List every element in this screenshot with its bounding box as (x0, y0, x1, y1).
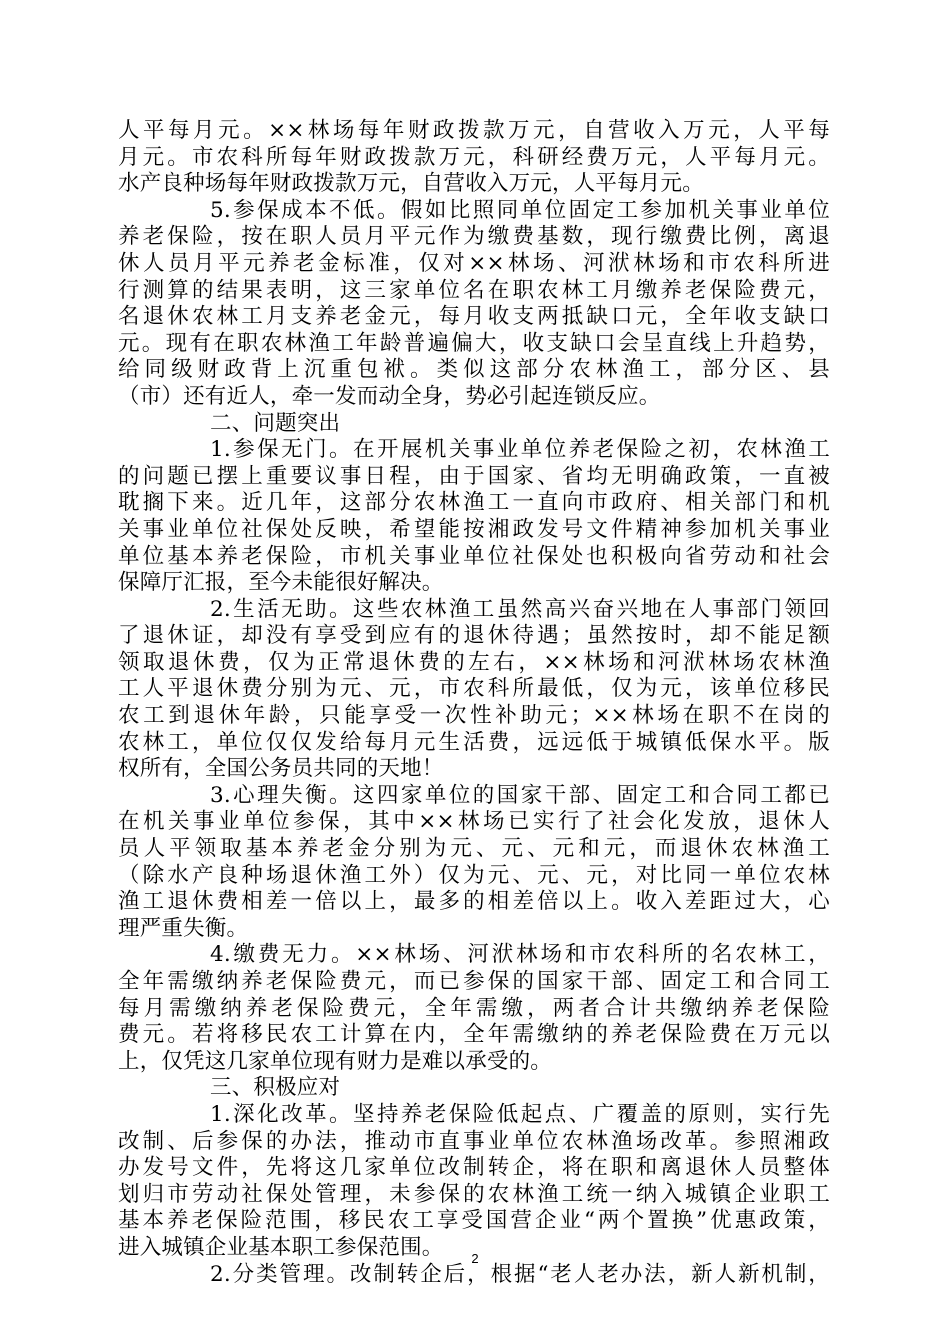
paragraph-start-line: 2.生活无助。这些农林渔工虽然高兴奋兴地在人事部门领回 (210, 596, 830, 622)
text-line: 员人平领取基本养老金分别为元、元、元和元，而退休农林渔工 (118, 836, 830, 862)
paragraph-start-line: 2.分类管理。改制转企后，根据“老人老办法，新人新机制， (210, 1261, 830, 1287)
section-heading: 二、问题突出 (210, 410, 341, 436)
text-line: 单位基本养老保险，市机关事业单位社保处也积极向省劳动和社会 (118, 543, 830, 569)
text-line: 工人平退休费分别为元、元，市农科所最低，仅为元，该单位移民 (118, 676, 830, 702)
text-line: 上，仅凭这几家单位现有财力是难以承受的。 (118, 1048, 553, 1074)
document-body (118, 118, 830, 1288)
text-line: 行测算的结果表明，这三家单位名在职农林工月缴养老保险费元， (118, 277, 830, 303)
text-line: 保障厅汇报，至今未能很好解决。 (118, 570, 444, 596)
text-line: 理严重失衡。 (118, 915, 249, 941)
text-line: 农工到退休年龄，只能享受一次性补助元；××林场在职不在岗的 (118, 703, 830, 729)
text-line: 人平每月元。××林场每年财政拨款万元，自营收入万元，人平每 (118, 118, 830, 143)
text-line: 进入城镇企业基本职工参保范围。 (118, 1234, 444, 1260)
text-line: 名退休农林工月支养老金元，每月收支两抵缺口元，全年收支缺口 (118, 304, 830, 330)
text-line: 关事业单位社保处反映，希望能按湘政发号文件精神参加机关事业 (118, 516, 830, 542)
text-line: 在机关事业单位参保，其中××林场已实行了社会化发放，退休人 (118, 809, 830, 835)
text-line: 划归市劳动社保处管理，未参保的农林渔工统一纳入城镇企业职工 (118, 1181, 830, 1207)
text-line: （除水产良种场退休渔工外）仅为元、元、元，对比同一单位农林 (118, 862, 830, 888)
text-line: 办发号文件，先将这几家单位改制转企，将在职和离退休人员整体 (118, 1155, 830, 1181)
text-line: 权所有，全国公务员共同的天地！ (118, 756, 444, 782)
text-line: 耽搁下来。近几年，这部分农林渔工一直向市政府、相关部门和机 (118, 490, 830, 516)
section-heading: 三、积极应对 (210, 1075, 341, 1101)
text-line: 领取退休费，仅为正常退休费的左右，××林场和河洑林场农林渔 (118, 649, 830, 675)
paragraph-start-line: 4.缴费无力。××林场、河洑林场和市农科所的名农林工， (210, 942, 830, 968)
text-line: 的问题已摆上重要议事日程，由于国家、省均无明确政策，一直被 (118, 463, 830, 489)
paragraph-start-line: 5.参保成本不低。假如比照同单位固定工参加机关事业单位 (210, 197, 830, 223)
text-line: 全年需缴纳养老保险费元，而已参保的国家干部、固定工和合同工 (118, 969, 830, 994)
text-line: 月元。市农科所每年财政拨款万元，科研经费万元，人平每月元。 (118, 144, 830, 170)
text-line: 养老保险，按在职人员月平元作为缴费基数，现行缴费比例，离退 (118, 224, 830, 250)
text-line: （市）还有近人，牵一发而动全身，势必引起连锁反应。 (118, 383, 661, 409)
text-line: 基本养老保险范围，移民农工享受国营企业“两个置换”优惠政策， (118, 1208, 830, 1234)
text-line: 休人员月平元养老金标准，仅对××林场、河洑林场和市农科所进 (118, 250, 830, 276)
paragraph-start-line: 1.深化改革。坚持养老保险低起点、广覆盖的原则，实行先 (210, 1101, 830, 1127)
text-line: 渔工退休费相差一倍以上，最多的相差倍以上。收入差距过大，心 (118, 889, 830, 915)
paragraph-start-line: 3.心理失衡。这四家单位的国家干部、固定工和合同工都已 (210, 782, 830, 808)
text-line: 给同级财政背上沉重包袱。类似这部分农林渔工，部分区、县 (118, 357, 830, 383)
text-line: 水产良种场每年财政拨款万元，自营收入万元，人平每月元。 (118, 171, 704, 197)
text-line: 元。现有在职农林渔工年龄普遍偏大，收支缺口会呈直线上升趋势， (118, 330, 830, 356)
text-line: 改制、后参保的办法，推动市直事业单位农林渔场改革。参照湘政 (118, 1128, 830, 1154)
page-number: 2 (471, 1251, 479, 1266)
text-line: 了退休证，却没有享受到应有的退休待遇；虽然按时，却不能足额 (118, 623, 830, 649)
text-line: 每月需缴纳养老保险费元，全年需缴，两者合计共缴纳养老保险 (118, 995, 830, 1021)
paragraph-start-line: 1.参保无门。在开展机关事业单位养老保险之初，农林渔工 (210, 437, 830, 463)
text-line: 费元。若将移民农工计算在内，全年需缴纳的养老保险费在万元以 (118, 1022, 830, 1048)
text-line: 农林工，单位仅仅发给每月元生活费，远远低于城镇低保水平。版 (118, 729, 830, 755)
